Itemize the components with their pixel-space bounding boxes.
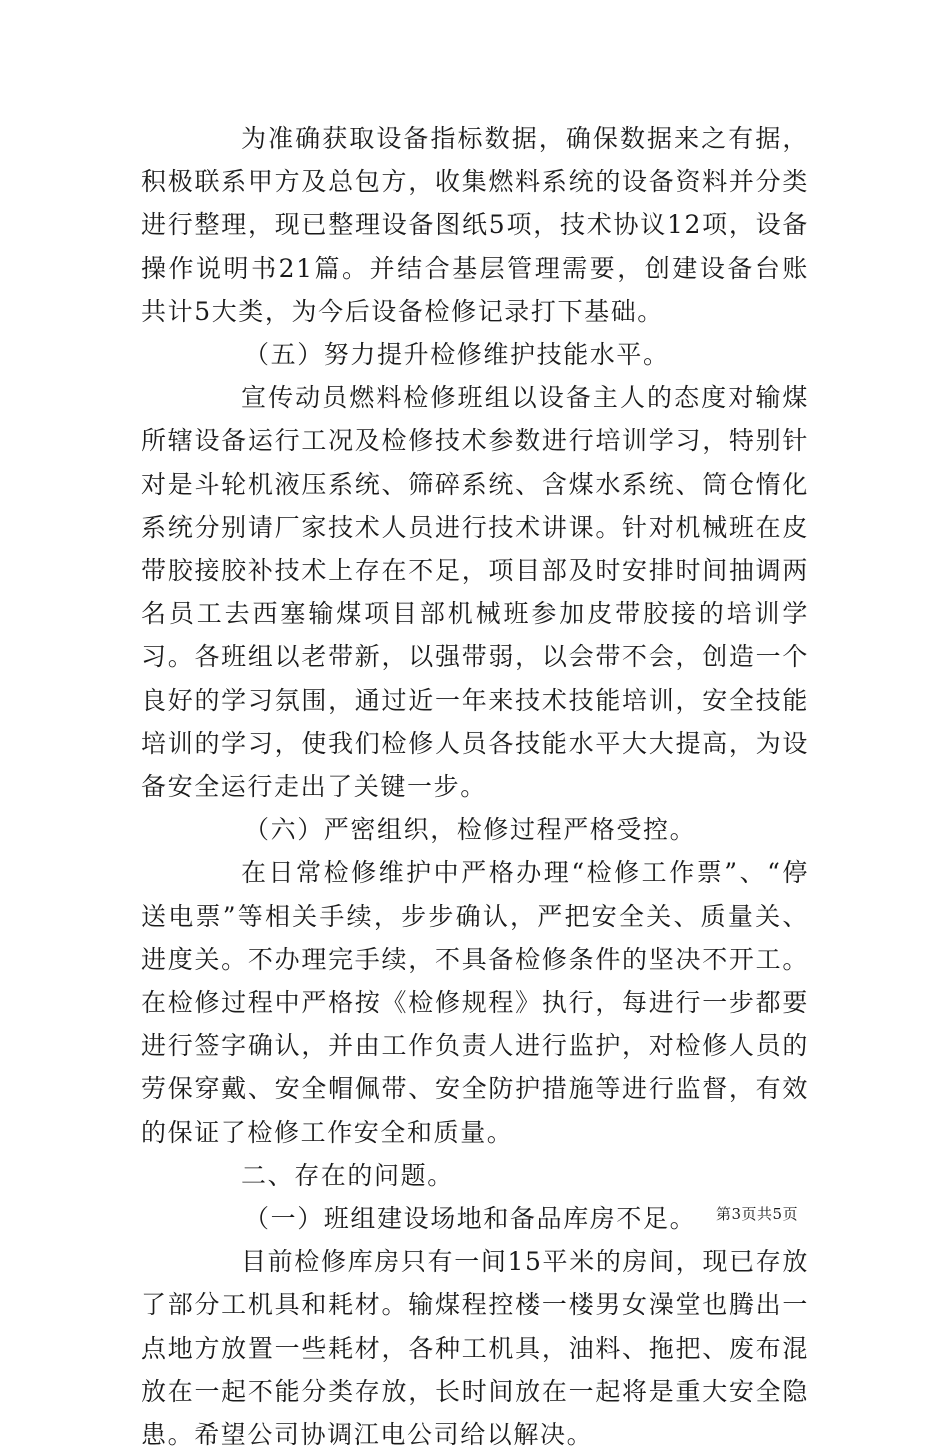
paragraph-storage-issue: 目前检修库房只有一间15平米的房间，现已存放了部分工机具和耗材。输煤程控楼一楼男女澡堂也腾出一点地方放置一些耗材，各种工机具，油料、拖把、废布混放在一起不能分类存放，长时间放在一起将是重大安全隐患。希望公司协调江电公司给以解决。	[141, 1247, 809, 1450]
section-heading-skills: （五）努力提升检修维护技能水平。	[244, 340, 670, 370]
section-heading-problems: 二、存在的问题。	[241, 1160, 454, 1190]
paragraph-maintenance-process: 在日常检修维护中严格办理“检修工作票”、“停送电票”等相关手续，步步确认，严把安全关、质量关、进度关。不办理完手续，不具备检修条件的坚决不开工。在检修过程中严格按《检修规程》执行，每进行一步都要进行签字确认，并由工作负责人进行监护，对检修人员的劳保穿戴、安全帽佩带、安全防护措施等进行监督，有效的保证了检修工作安全和质量。	[141, 858, 809, 1147]
page-number: 第3页共5页	[716, 1205, 799, 1223]
subsection-heading-storage: （一）班组建设场地和备品库房不足。	[244, 1204, 697, 1234]
paragraph-training: 宣传动员燃料检修班组以设备主人的态度对输煤所辖设备运行工况及检修技术参数进行培训学习，特别针对是斗轮机液压系统、筛碎系统、含煤水系统、筒仓惰化系统分别请厂家技术人员进行技术讲课。针对机械班在皮带胶接胶补技术上存在不足，项目部及时安排时间抽调两名员工去西塞输煤项目部机械班参加皮带胶接的培训学习。各班组以老带新，以强带弱，以会带不会，创造一个良好的学习氛围，通过近一年来技术技能培训，安全技能培训的学习，使我们检修人员各技能水平大大提高，为设备安全运行走出了关键一步。	[141, 383, 809, 802]
paragraph-equipment-data: 为准确获取设备指标数据，确保数据来之有据，积极联系甲方及总包方，收集燃料系统的设备资料并分类进行整理，现已整理设备图纸5项，技术协议12项，设备操作说明书21篇。并结合基层管理需要，创建设备台账共计5大类，为今后设备检修记录打下基础。	[141, 124, 809, 326]
section-heading-control: （六）严密组织，检修过程严格受控。	[244, 815, 697, 845]
document-body	[141, 117, 809, 1456]
